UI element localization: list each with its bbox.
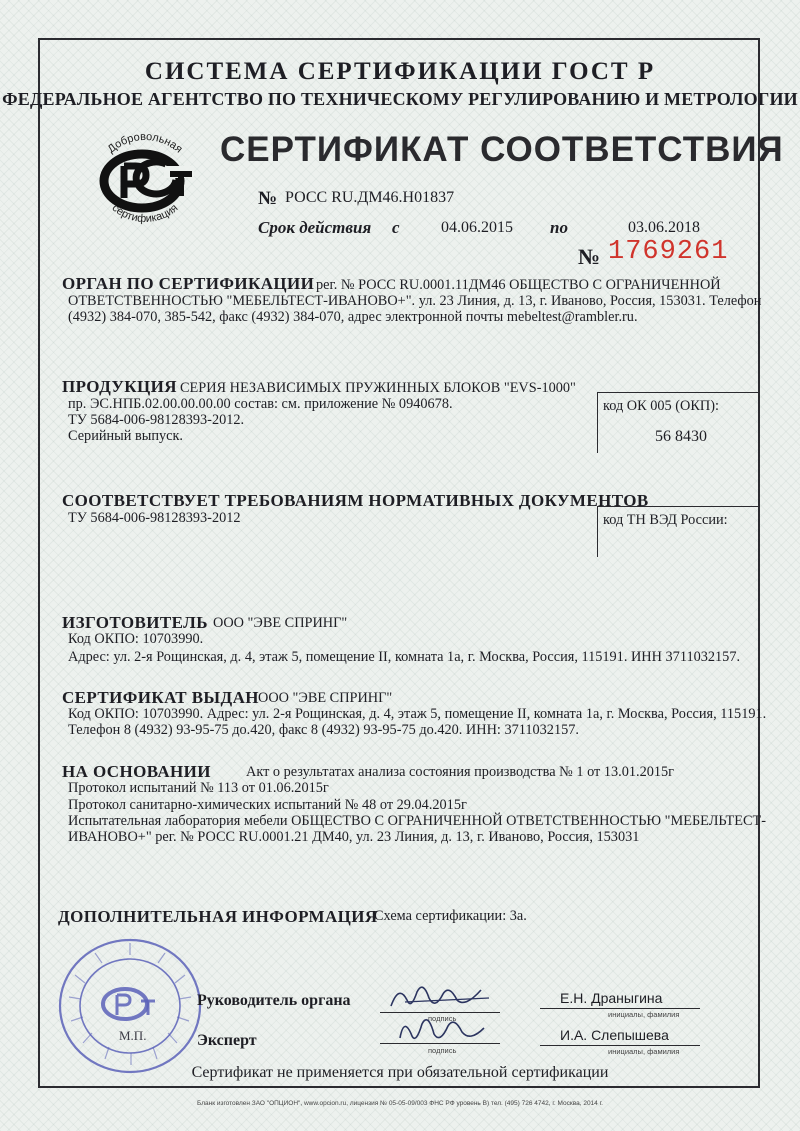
expert-name-line: [540, 1045, 700, 1046]
expert-name: И.А. Слепышева: [560, 1027, 669, 1043]
organ-heading: ОРГАН ПО СЕРТИФИКАЦИИ: [62, 274, 315, 293]
okp-code-label: код ОК 005 (ОКП):: [603, 398, 719, 414]
organ-stamp-icon: [55, 935, 205, 1077]
product-line-2: пр. ЭС.НПБ.02.00.00.00.00 состав: см. приложение № 0940678.: [68, 396, 453, 412]
footer-notice: Сертификат не применяется при обязательной сертификации: [191, 1064, 609, 1081]
expert-name-caption: инициалы, фамилия: [608, 1047, 680, 1056]
basis-line-1: Акт о результатах анализа состояния производства № 1 от 13.01.2015г: [246, 764, 675, 780]
additional-heading: ДОПОЛНИТЕЛЬНАЯ ИНФОРМАЦИЯ: [58, 907, 378, 926]
manufacturer-name: ООО "ЭВЕ СПРИНГ": [213, 615, 348, 631]
system-title: СИСТЕМА СЕРТИФИКАЦИИ ГОСТ Р: [144, 58, 656, 85]
head-signature-caption: подпись: [428, 1014, 457, 1023]
certification-scheme: Схема сертификации: 3а.: [374, 908, 527, 924]
expert-signature-icon: [392, 1014, 492, 1048]
logo-bottom-text: сертификация: [109, 201, 181, 226]
conformity-heading: СООТВЕТСТВУЕТ ТРЕБОВАНИЯМ НОРМАТИВНЫХ ДОКУМЕНТОВ: [62, 491, 649, 510]
issued-line-2: Телефон 8 (4932) 93-95-75 до.420, факс 8 (4932) 93-95-75 до.420. ИНН: 3711032157.: [68, 722, 579, 738]
product-heading: ПРОДУКЦИЯ: [62, 377, 177, 396]
tnved-code-label: код ТН ВЭД России:: [603, 512, 728, 528]
product-line-1: СЕРИЯ НЕЗАВИСИМЫХ ПРУЖИННЫХ БЛОКОВ "EVS-1000": [180, 380, 576, 396]
expert-signature-caption: подпись: [428, 1046, 457, 1055]
organ-line-3: (4932) 384-070, 385-542, факс (4932) 384-070, адрес электронной почты mebeltest@rambler.ru.: [68, 309, 638, 325]
issued-name: ООО "ЭВЕ СПРИНГ": [258, 690, 393, 706]
basis-line-4: Испытательная лаборатория мебели ОБЩЕСТВО С ОГРАНИЧЕННОЙ ОТВЕТСТВЕННОСТЬЮ "МЕБЕЛЬТЕСТ-: [68, 813, 767, 829]
basis-line-5: ИВАНОВО+" рег. № РОСС RU.0001.21 ДМ40, ул. 23 Линия, д. 13, г. Иваново, Россия, 153031: [68, 829, 640, 845]
certificate-number: РОСС RU.ДМ46.Н01837: [285, 189, 455, 206]
product-line-4: Серийный выпуск.: [68, 428, 184, 444]
valid-to-date: 03.06.2018: [628, 219, 700, 236]
form-number-label: №: [578, 244, 601, 269]
conformity-line-1: ТУ 5684-006-98128393-2012: [68, 510, 241, 526]
validity-from-label: с: [392, 218, 400, 237]
rst-logo-icon: [80, 122, 210, 234]
basis-line-3: Протокол санитарно-химических испытаний № 48 от 29.04.2015г: [68, 797, 467, 813]
manufacturer-address: Адрес: ул. 2-я Рощинская, д. 4, этаж 5, помещение II, комната 1а, г. Москва, Россия, 115191. ИНН 3711032157.: [68, 649, 741, 665]
head-name-caption: инициалы, фамилия: [608, 1010, 680, 1019]
okp-code-value: 56 8430: [655, 428, 707, 445]
certificate-title: СЕРТИФИКАТ СООТВЕТСТВИЯ: [220, 130, 784, 169]
manufacturer-okpo: Код ОКПО: 10703990.: [68, 631, 204, 647]
basis-line-2: Протокол испытаний № 113 от 01.06.2015г: [68, 780, 329, 796]
validity-to-label: по: [550, 218, 568, 237]
form-number: 1769261: [608, 237, 729, 267]
organ-line-2: ОТВЕТСТВЕННОСТЬЮ "МЕБЕЛЬТЕСТ-ИВАНОВО+". ул. 23 Линия, д. 13, г. Иваново, Россия, 153031. Телефон: [68, 293, 762, 309]
head-name: Е.Н. Драныгина: [560, 990, 663, 1006]
head-label: Руководитель органа: [197, 992, 351, 1009]
logo-top-text: Добровольная: [105, 130, 185, 156]
printer-line: Бланк изготовлен ЗАО "ОПЦИОН", www.opcion.ru, лицензия № 05-05-09/003 ФНС РФ уровень В) тел. (495) 726 4742, г. Москва, 2014 г.: [197, 1100, 603, 1107]
manufacturer-heading: ИЗГОТОВИТЕЛЬ: [62, 613, 208, 632]
head-signature-icon: [385, 980, 495, 1014]
number-label: №: [258, 188, 278, 209]
product-line-3: ТУ 5684-006-98128393-2012.: [68, 412, 245, 428]
agency-title: ФЕДЕРАЛЬНОЕ АГЕНТСТВО ПО ТЕХНИЧЕСКОМУ РЕГУЛИРОВАНИЮ И МЕТРОЛОГИИ: [2, 89, 798, 109]
organ-line-1: рег. № РОСС RU.0001.11ДМ46 ОБЩЕСТВО С ОГРАНИЧЕННОЙ: [316, 277, 721, 293]
expert-label: Эксперт: [197, 1032, 257, 1049]
issued-line-1: Код ОКПО: 10703990. Адрес: ул. 2-я Рощинская, д. 4, этаж 5, помещение II, комната 1а, г. Москва, Россия, 115191.: [68, 706, 767, 722]
validity-label: Срок действия: [258, 218, 372, 237]
valid-from-date: 04.06.2015: [441, 219, 513, 236]
issued-heading: СЕРТИФИКАТ ВЫДАН: [62, 688, 259, 707]
head-name-line: [540, 1008, 700, 1009]
basis-heading: НА ОСНОВАНИИ: [62, 762, 211, 781]
stamp-label: М.П.: [119, 1028, 147, 1043]
